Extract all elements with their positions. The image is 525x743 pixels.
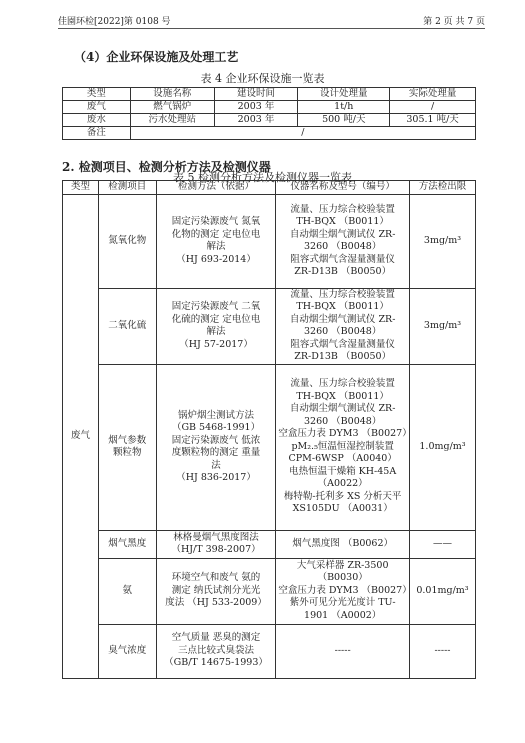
instrument-line: 自动烟尘烟气测试仪 ZR- (289, 403, 396, 415)
method-line: （HJ 57-2017） (179, 338, 253, 350)
instrument-line: 空盒压力表 DYM3 （B0027） (278, 428, 412, 440)
limit-cell: 0.01mg/m³ (409, 558, 475, 624)
instrument-line: 自动烟尘烟气测试仪 ZR- (289, 228, 396, 240)
table-4-header: 建设时间 (214, 88, 298, 101)
instrument-cell (276, 364, 410, 530)
method-cell (156, 194, 276, 288)
item-cell: 氨 (98, 558, 156, 624)
instrument-line: 3260 （B0048） (303, 415, 382, 427)
instrument-cell (276, 530, 410, 558)
instrument-cell (276, 288, 410, 364)
table-5-header: 检测项目 (98, 181, 156, 195)
limit-cell: 3mg/m³ (409, 288, 475, 364)
method-line: 化硫的测定 定电位电 (171, 313, 261, 325)
method-line: 固定污染源废气 低浓 (171, 434, 261, 446)
table-4-header: 设施名称 (130, 88, 214, 101)
method-cell (156, 288, 276, 364)
instrument-line: 大气采样器 ZR-3500 (296, 559, 389, 571)
method-line: （GB 5468-1991） (171, 422, 261, 433)
instrument-line: TH-BQX （B0011） (296, 390, 389, 402)
item-cell: 烟气黑度 (98, 530, 156, 558)
method-cell (156, 530, 276, 558)
table-row (63, 558, 476, 624)
table-5-caption: 表 5 检测分析方法及检测仪器一览表 (173, 171, 352, 184)
page-header (58, 10, 485, 29)
method-cell (156, 624, 276, 678)
method-line: 解法 (206, 326, 226, 337)
remark-label: 备注 (63, 127, 131, 140)
method-line: 锅炉烟尘测试方法 (178, 409, 255, 421)
item-cell: 氮氧化物 (98, 194, 156, 288)
instrument-line: TH-BQX （B0011） (296, 216, 389, 227)
limit-cell: —— (409, 530, 475, 558)
table-row (63, 101, 476, 114)
method-line: 度颗粒物的测定 重量 (171, 447, 261, 458)
remark-value: / (130, 127, 475, 140)
table-cell: 燃气锅炉 (130, 101, 214, 114)
limit-cell: 1.0mg/m³ (409, 364, 475, 530)
method-line: （HJ/T 398-2007） (171, 544, 261, 555)
instrument-line: 3260 （B0048） (303, 326, 382, 337)
instrument-line: 梅特勒-托利多 XS 分析天平 (283, 490, 402, 502)
table-4-header: 类型 (63, 88, 131, 101)
method-line: （HJ 836-2017） (176, 472, 256, 483)
method-line: 测定 纳氏试剂分光光 (171, 584, 261, 596)
method-line: 三点比较式臭袋法 (178, 644, 255, 656)
instrument-line: 3260 （B0048） (303, 241, 382, 252)
instrument-line: 烟气黑度图 （B0062） (292, 537, 393, 549)
instrument-line: pM₂.₅恒温恒湿控制装置 (291, 440, 394, 452)
table-row (63, 127, 476, 140)
table-cell: 1t/h (298, 101, 390, 114)
table-cell: 2003 年 (214, 101, 298, 114)
instrument-cell (276, 194, 410, 288)
instrument-line: （A0022） (317, 478, 368, 490)
page-number: 第 2 页 共 7 页 (423, 17, 485, 27)
method-line: 固定污染源废气 氮氧 (171, 216, 261, 227)
table-row (63, 530, 476, 558)
table-5-header: 检测方法（依据） (156, 181, 276, 195)
instrument-line: 紫外可见分光光度计 TU- (289, 597, 396, 609)
table-row (63, 624, 476, 678)
method-line: 林格曼烟气黑度图法 (173, 531, 259, 543)
limit-cell: ----- (409, 624, 475, 678)
instrument-line: ----- (334, 644, 351, 656)
item-cell: 烟气参数颗粒物 (98, 364, 156, 530)
table-row (63, 364, 476, 530)
method-line: 固定污染源废气 二氧 (171, 301, 261, 312)
table-cell: / (390, 101, 476, 114)
method-line: 法 (211, 459, 221, 471)
method-cell (156, 364, 276, 530)
instrument-line: 空盒压力表 DYM3 （B0027） (278, 584, 412, 596)
table-5 (62, 180, 476, 679)
method-cell (156, 558, 276, 624)
table-4-header-row (63, 88, 476, 101)
table-5-header: 类型 (63, 181, 99, 195)
item-cell: 二氧化硫 (98, 288, 156, 364)
instrument-cell (276, 558, 410, 624)
instrument-line: （B0030） (317, 572, 368, 584)
limit-cell: 3mg/m³ (409, 194, 475, 288)
table-5-header: 仪器名称及型号（编号） (276, 181, 410, 195)
method-line: 化物的测定 定电位电 (171, 228, 261, 240)
instrument-line: 自动烟尘烟气测试仪 ZR- (289, 313, 396, 325)
table-5-header-row (63, 181, 476, 195)
instrument-line: XS105DU （A0031） (292, 503, 393, 515)
instrument-line: 电热恒温干燥箱 KH-45A (289, 465, 397, 477)
item-cell: 臭气浓度 (98, 624, 156, 678)
method-line: 空气质量 恶臭的测定 (171, 632, 261, 644)
table-4 (62, 87, 476, 140)
table-cell: 500 吨/天 (298, 114, 390, 127)
method-line: （GB/T 14675-1993） (164, 657, 268, 669)
instrument-line: ZR-D13B （B0050） (294, 351, 392, 362)
table-4-header: 设计处理量 (298, 88, 390, 101)
instrument-line: ZR-D13B （B0050） (294, 266, 392, 277)
instrument-line: 阻容式烟气含湿量测量仪 (290, 338, 395, 350)
instrument-line: TH-BQX （B0011） (296, 301, 389, 312)
table-row (63, 194, 476, 288)
instrument-line: 阻容式烟气含湿量测量仪 (290, 253, 395, 265)
section-2-title: 2. 检测项目、检测分析方法及检测仪器 (62, 160, 271, 174)
method-line: （HJ 693-2014） (176, 253, 256, 265)
instrument-cell (276, 624, 410, 678)
method-line: 解法 (206, 241, 226, 252)
report-number: 佳園环检[2022]第 0108 号 (58, 17, 171, 27)
type-cell: 废气 (63, 194, 99, 678)
instrument-line: 流量、压力综合校验装置 (290, 378, 395, 390)
instrument-line: CPM-6WSP （A0040） (288, 453, 397, 465)
instrument-line: 1901 （A0002） (304, 609, 382, 621)
method-line: 度法 （HJ 533-2009） (165, 597, 267, 609)
table-4-caption: 表 4 企业环保设施一览表 (200, 72, 325, 85)
section-4-title: （4）企业环保设施及处理工艺 (74, 50, 239, 64)
table-cell: 废气 (63, 101, 131, 114)
table-cell: 废水 (63, 114, 131, 127)
table-4-header: 实际处理量 (390, 88, 476, 101)
table-row (63, 114, 476, 127)
table-cell: 305.1 吨/天 (390, 114, 476, 127)
table-cell: 污水处理站 (130, 114, 214, 127)
instrument-line: 流量、压力综合校验装置 (290, 203, 395, 215)
table-cell: 2003 年 (214, 114, 298, 127)
table-5-header: 方法检出限 (409, 181, 475, 195)
table-row (63, 288, 476, 364)
instrument-line: 流量、压力综合校验装置 (290, 288, 395, 300)
method-line: 环境空气和废气 氨的 (171, 572, 261, 584)
